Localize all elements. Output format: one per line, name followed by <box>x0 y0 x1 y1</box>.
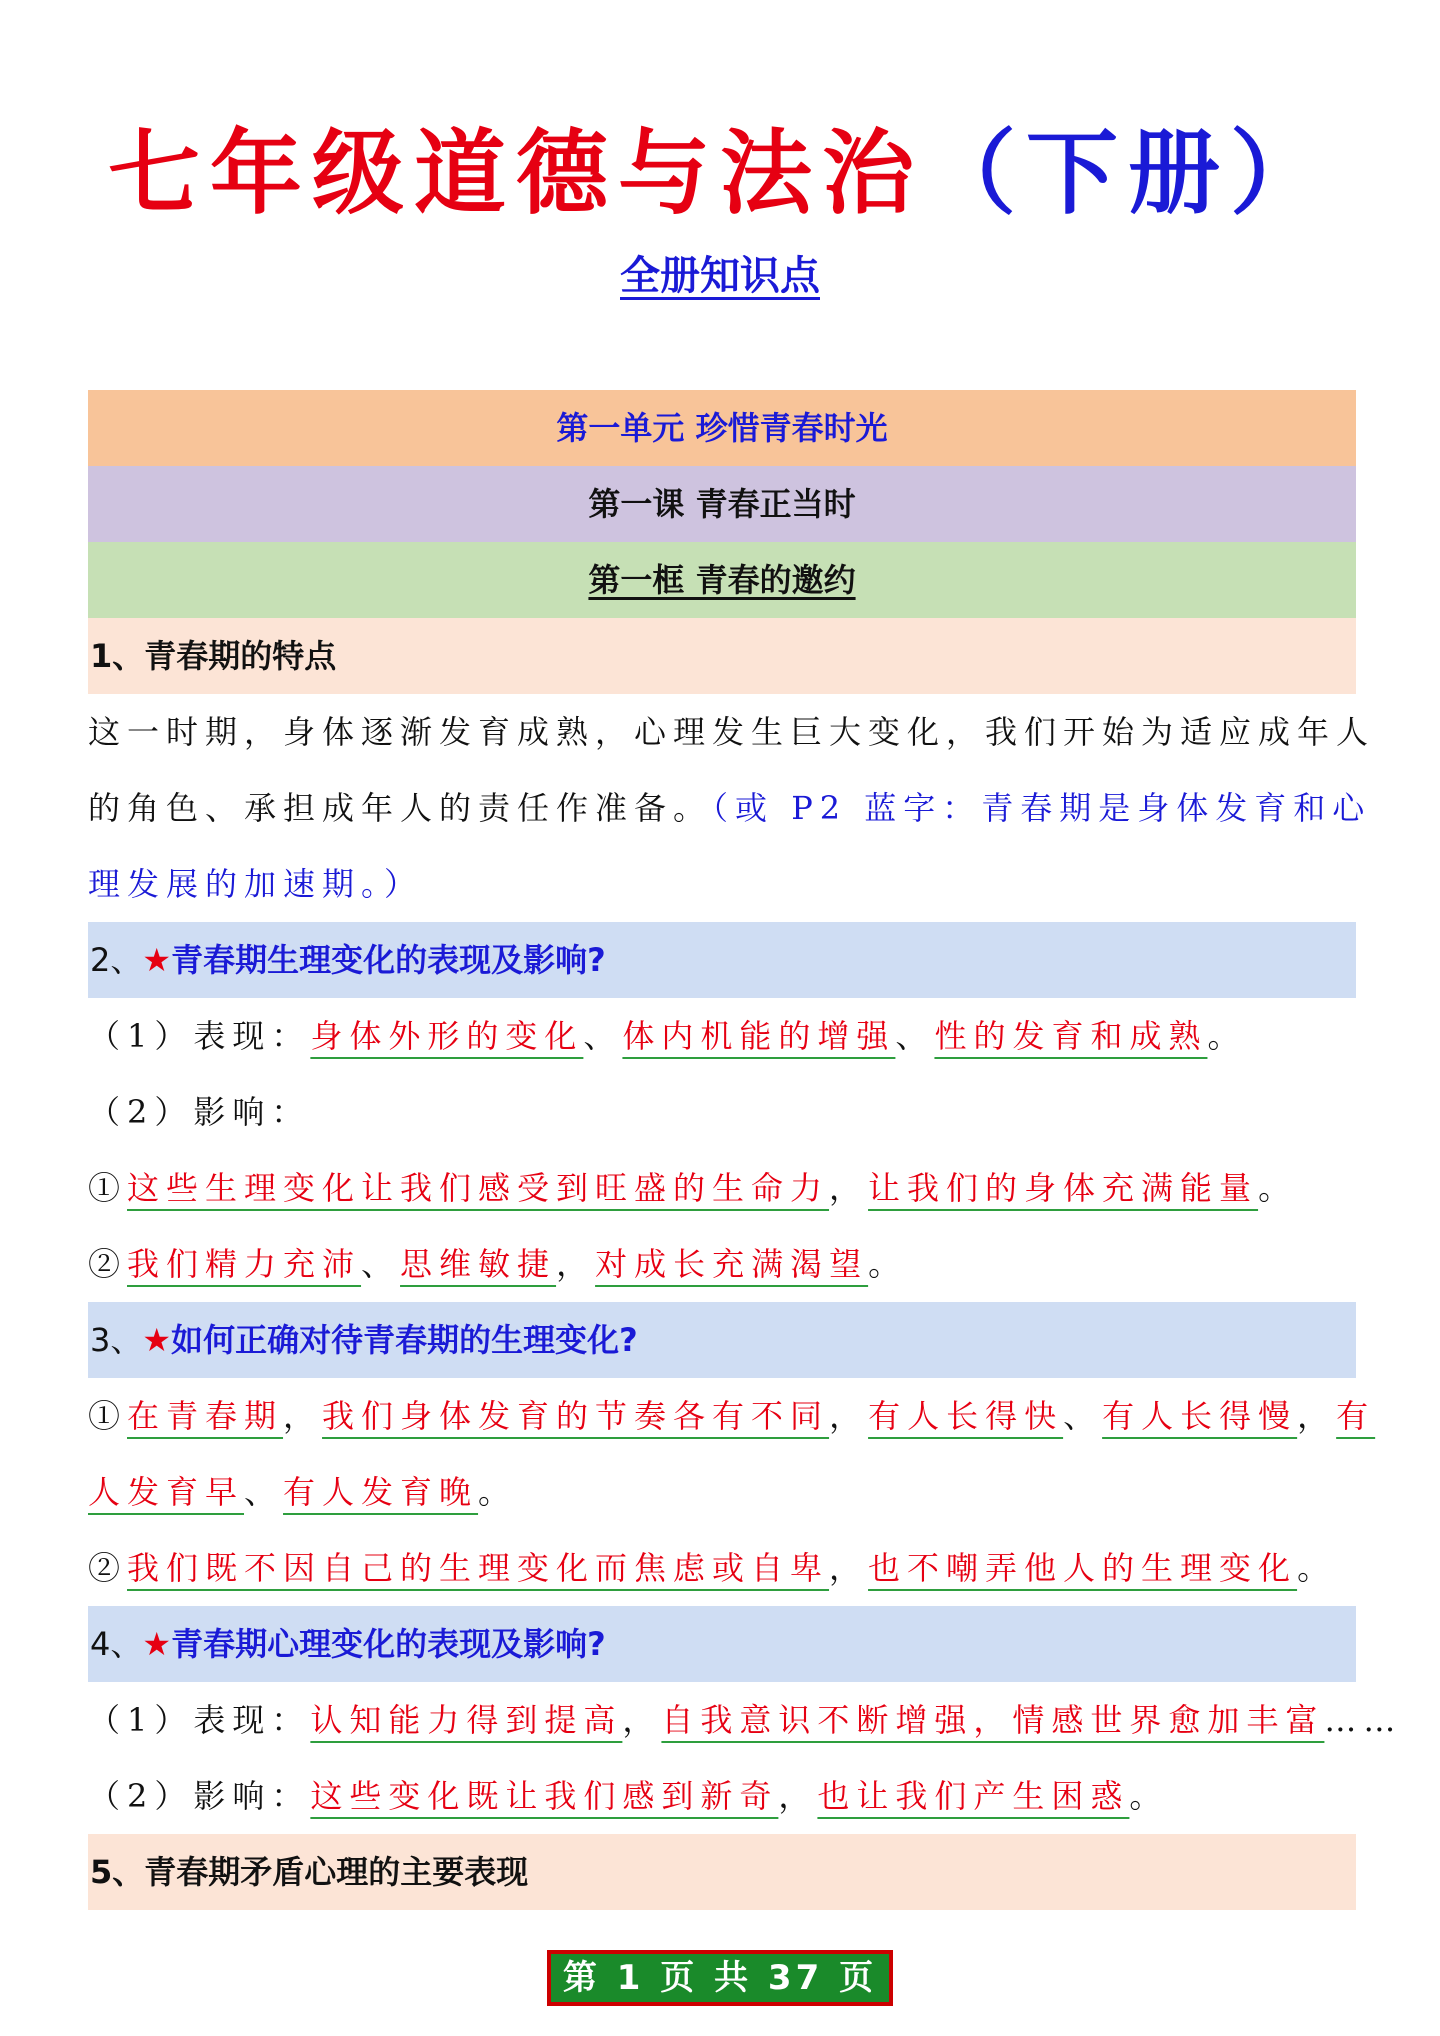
frame-header <box>88 542 1356 618</box>
answer: 也不嘲弄他人的生理变化 <box>868 1549 1298 1587</box>
star-icon: ★ <box>142 1321 172 1359</box>
answer: 有人长得慢 <box>1102 1397 1298 1435</box>
section-2-point-2 <box>88 1226 1356 1302</box>
section-1-heading: 1、青春期的特点 <box>88 618 1356 694</box>
answer: 在青春期 <box>127 1397 284 1435</box>
punct: 、 <box>1063 1397 1103 1435</box>
punct: 。 <box>1258 1169 1298 1207</box>
answer: 我们既不因自己的生理变化而焦虑或自卑 <box>127 1549 830 1587</box>
unit-header: 第一单元 珍惜青春时光 <box>88 390 1356 466</box>
section-4-number: 4、 <box>90 1625 143 1663</box>
section-1-line-1: 这一时期，身体逐渐发育成熟，心理发生巨大变化，我们开始为适应成年人 <box>88 713 1376 751</box>
punct: ， <box>1297 1397 1337 1435</box>
answer: 有人发育晚 <box>283 1473 479 1511</box>
page-footer <box>0 1950 1440 2006</box>
answer: 自我意识不断增强，情感世界愈加丰富 <box>661 1701 1325 1739</box>
subtitle-text: 全册知识点 <box>620 253 820 299</box>
answer: 人发育早 <box>88 1473 245 1511</box>
label: （2）影响： <box>88 1777 311 1815</box>
label: （1）表现： <box>88 1017 311 1055</box>
label: （1）表现： <box>88 1701 311 1739</box>
answer: 对成长充满渴望 <box>595 1245 869 1283</box>
punct: ， <box>778 1777 818 1815</box>
answer: 认知能力得到提高 <box>310 1701 623 1739</box>
punct: 。 <box>1297 1549 1337 1587</box>
section-5-heading: 5、青春期矛盾心理的主要表现 <box>88 1834 1356 1910</box>
circled-number: ① <box>88 1169 128 1207</box>
punct: 。 <box>1207 1017 1247 1055</box>
answer: 有人长得快 <box>868 1397 1064 1435</box>
punct: 。 <box>868 1245 908 1283</box>
punct: ， <box>829 1549 869 1587</box>
section-3-point-1-cont <box>88 1454 1356 1530</box>
punct: 、 <box>361 1245 401 1283</box>
punct: 。 <box>478 1473 518 1511</box>
punct: 、 <box>895 1017 935 1055</box>
punct: 。 <box>1129 1777 1169 1815</box>
title-volume: （下册） <box>924 119 1333 227</box>
section-1-blue-note-end: 理发展的加速期。） <box>88 865 424 903</box>
section-4-item-1 <box>88 1682 1403 1758</box>
section-2-title: 青春期生理变化的表现及影响? <box>171 941 606 979</box>
document-title <box>0 118 1440 228</box>
section-2-heading <box>88 922 1356 998</box>
answer: 身体外形的变化 <box>310 1017 584 1055</box>
answer: 让我们的身体充满能量 <box>868 1169 1259 1207</box>
answer: 我们精力充沛 <box>127 1245 362 1283</box>
page-number: 第 1 页 共 37 页 <box>547 1950 893 2006</box>
section-3-number: 3、 <box>90 1321 143 1359</box>
punct: ， <box>829 1169 869 1207</box>
punct: ， <box>556 1245 596 1283</box>
answer: 思维敏捷 <box>400 1245 557 1283</box>
punct: 、 <box>244 1473 284 1511</box>
section-1-blue-note: （或 P2 蓝字：青春期是身体发育和心 <box>712 789 1372 827</box>
answer: 这些变化既让我们感到新奇 <box>310 1777 779 1815</box>
section-4-title: 青春期心理变化的表现及影响? <box>171 1625 606 1663</box>
section-3-title: 如何正确对待青春期的生理变化? <box>171 1321 638 1359</box>
title-main: 七年级道德与法治 <box>107 119 924 227</box>
circled-number: ② <box>88 1245 128 1283</box>
content-area <box>88 390 1403 1910</box>
answer: 我们身体发育的节奏各有不同 <box>322 1397 830 1435</box>
answer: 体内机能的增强 <box>622 1017 896 1055</box>
punct: ， <box>622 1701 662 1739</box>
circled-number: ② <box>88 1549 128 1587</box>
section-1-line-2 <box>88 770 1372 846</box>
frame-title: 第一框 青春的邀约 <box>588 561 856 599</box>
section-1-line-3 <box>88 846 1356 922</box>
star-icon: ★ <box>142 1625 172 1663</box>
document-subtitle <box>0 250 1440 302</box>
punct: ， <box>283 1397 323 1435</box>
section-2-item-2: （2）影响： <box>88 1093 311 1131</box>
section-2-point-1 <box>88 1150 1356 1226</box>
section-3-point-1 <box>88 1378 1376 1454</box>
star-icon: ★ <box>142 941 172 979</box>
punct: 、 <box>583 1017 623 1055</box>
section-4-heading <box>88 1606 1356 1682</box>
answer: 性的发育和成熟 <box>934 1017 1208 1055</box>
circled-number: ① <box>88 1397 128 1435</box>
ellipsis: …… <box>1324 1701 1403 1739</box>
answer: 有 <box>1336 1397 1376 1435</box>
section-1-line-2-text: 的角色、承担成年人的责任作准备。 <box>88 789 713 827</box>
answer: 也让我们产生困惑 <box>817 1777 1130 1815</box>
punct: ， <box>829 1397 869 1435</box>
section-3-point-2 <box>88 1530 1356 1606</box>
section-3-heading <box>88 1302 1356 1378</box>
section-2-item-1 <box>88 998 1356 1074</box>
section-4-item-2 <box>88 1758 1356 1834</box>
section-2-number: 2、 <box>90 941 143 979</box>
lesson-header: 第一课 青春正当时 <box>88 466 1356 542</box>
answer: 这些生理变化让我们感受到旺盛的生命力 <box>127 1169 830 1207</box>
